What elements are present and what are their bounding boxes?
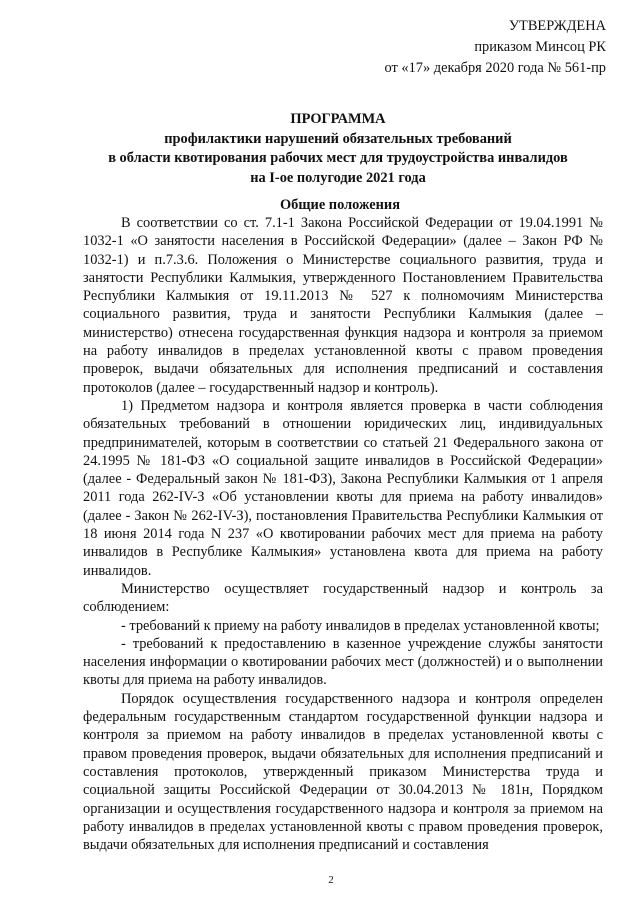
approval-title: УТВЕРЖДЕНА [508, 18, 606, 34]
page-number: 2 [328, 874, 334, 886]
heading-subtitle-2: в области квотирования рабочих мест для трудоустройства инвалидов [108, 150, 568, 166]
heading-subtitle-3: на I-ое полугодие 2021 года [250, 169, 426, 186]
paragraph-procedure: Порядок осуществления государственного надзора и контроля определен федеральным государственным стандартом государственной функции надзора и контроля за приемом на работу инвалидов в пределах установленной квоты с правом проведения проверок, выдачи обязательных для исполнения предписаний и составления протоколов, утвержденный приказом Министерства труда и социальной защиты Российской Федерации от 30.04.2013 № 181н, Порядком организации и осуществления государственного надзора и контроля за приемом на работу инвалидов в пределах установленной квоты с правом проведения проверок, выдачи обязательных для исполнения предписаний и составления [83, 690, 603, 854]
approval-stamp [385, 16, 607, 79]
paragraph-subject: 1) Предметом надзора и контроля является проверка в части соблюдения обязательных требований в отношении юридических лиц, индивидуальных предпринимателей, которым в соответствии со статьей 21 Федерального закона от 24.1995 № 181-ФЗ «О социальной защите инвалидов в Российской Федерации» (далее - Федеральный закон № 181-ФЗ), Закона Республики Калмыкия от 1 апреля 2011 года 262-IV-З «Об установлении квоты для приема на работу инвалидов» (далее - Закон № 262-IV-З), постановления Правительства Республики Калмыкия от 18 июня 2014 года N 237 «О квотировании рабочих мест для приема на работу инвалидов в Республике Калмыкия» установлена квота для приема на работу инвалидов. [83, 397, 603, 579]
document-heading [0, 110, 640, 188]
paragraph-ministry: Министерство осуществляет государственный надзор и контроль за соблюдением: [83, 580, 603, 616]
paragraph-legal-basis: В соответствии со ст. 7.1-1 Закона Российской Федерации от 19.04.1991 № 1032-1 «О занятости населения в Российской Федерации» (далее – Закон РФ № 1032-1) и п.7.3.6. Положения о Министерстве социального развития, труда и занятости Республики Калмыкия, утвержденного Постановлением Правительства Республики Калмыкия от 19.11.2013 № 527 к полномочиям Министерства социального развития, труда и занятости Республики Калмыкия (далее – министерство) отнесена государственная функция надзора и контроля за приемом на работу инвалидов в пределах установленной квоты с правом проведения проверок, выдачи обязательных для исполнения предписаний и составления протоколов (далее – государственный надзор и контроль). [83, 215, 603, 396]
section-title: Общие положения [279, 197, 401, 213]
paragraph-requirement-2: - требований к предоставлению в казенное учреждение службы занятости населения информации о квотировании рабочих мест (должностей) и о выполнении квоты для приема на работу инвалидов. [83, 635, 603, 689]
paragraph-requirement-1: - требований к приему на работу инвалидов в пределах установленной квоты; [121, 617, 600, 634]
heading-title: ПРОГРАММА [290, 111, 386, 127]
body-text [83, 214, 603, 854]
approval-date: от «17» декабря 2020 года № 561-пр [384, 60, 606, 76]
heading-subtitle-1: профилактики нарушений обязательных требований [164, 130, 512, 147]
approval-order: приказом Минсоц РК [474, 39, 606, 55]
